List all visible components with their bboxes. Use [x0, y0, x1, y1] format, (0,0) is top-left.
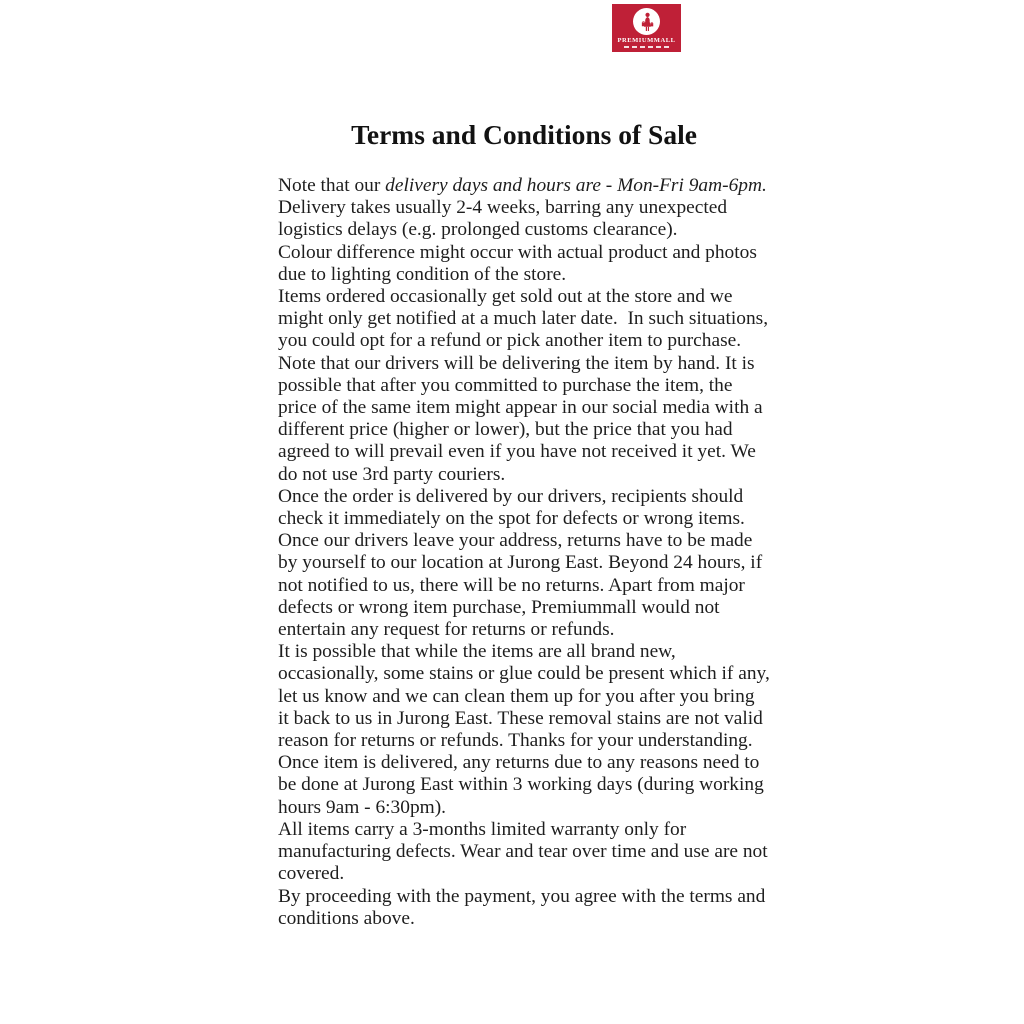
paragraph: [278, 242, 770, 286]
paragraph-segment: Once item is delivered, any returns due to any reasons need to be done at Jurong East within 3 working days (during working hours 9am - 6:30pm).: [278, 752, 769, 818]
paragraph-segment: Delivery takes usually 2-4 weeks, barring any unexpected logistics delays (e.g. prolonged customs clearance).: [278, 197, 732, 241]
paragraph: [278, 530, 770, 641]
paragraph: [278, 752, 770, 819]
brand-logo: [612, 4, 681, 52]
paragraph-segment-italic: delivery days and hours are - Mon-Fri 9am-6pm.: [385, 175, 767, 196]
paragraph: [278, 486, 770, 530]
paragraph-segment: Once the order is delivered by our drivers, recipients should check it immediately on the spot for defects or wrong items.: [278, 485, 749, 530]
paragraph-segment: All items carry a 3-months limited warranty only for manufacturing defects. Wear and tear over time and use are not covered.: [278, 818, 773, 885]
paragraph-segment: By proceeding with the payment, you agree with the terms and conditions above.: [278, 885, 771, 929]
paragraph-segment: Note that our drivers will be delivering the item by hand. It is possible that after you committed to purchase the item, the price of the same item might appear in our social media with a different price (higher or lower), but the price that you had agreed to will prevail even if you have not received it yet. We do not use 3rd party couriers.: [278, 352, 768, 485]
paragraph-segment: Note that our: [278, 175, 386, 196]
logo-circle: [633, 8, 660, 35]
paragraph: [278, 286, 773, 353]
paragraph-segment: It is possible that while the items are all brand new, occasionally, some stains or glue could be present which if any, let us know and we can clean them up for you after you bring it back to us in Jurong East. These removal stains are not valid reason for returns or refunds. Thanks for your understanding.: [278, 641, 775, 752]
page-title: Terms and Conditions of Sale: [351, 119, 697, 150]
paragraph-segment: Items ordered occasionally get sold out at the store and we might only get notified at a much later date. In such situations, you could opt for a refund or pick another item to purchase.: [278, 286, 773, 352]
paragraph: [278, 353, 770, 486]
paragraph: [278, 886, 770, 930]
doc-paragraphs: [278, 175, 775, 930]
logo-tagline: [624, 46, 670, 48]
paragraph: [278, 641, 775, 752]
paragraph-segment: Once our drivers leave your address, returns have to be made by yourself to our location at Jurong East. Beyond 24 hours, if not notified to us, there will be no returns. Apart from major defects or wrong item purchase, Premiummall would not entertain any request for returns or refunds.: [278, 530, 768, 641]
paragraph: [278, 197, 770, 241]
logo-brand-text: PREMIUMMALL: [617, 37, 676, 44]
woman-shopper-icon: [636, 11, 658, 33]
paragraph: [278, 818, 773, 886]
paragraph-segment: Colour difference might occur with actual product and photos due to lighting condition of the store.: [278, 241, 762, 285]
paragraph: [278, 175, 770, 197]
